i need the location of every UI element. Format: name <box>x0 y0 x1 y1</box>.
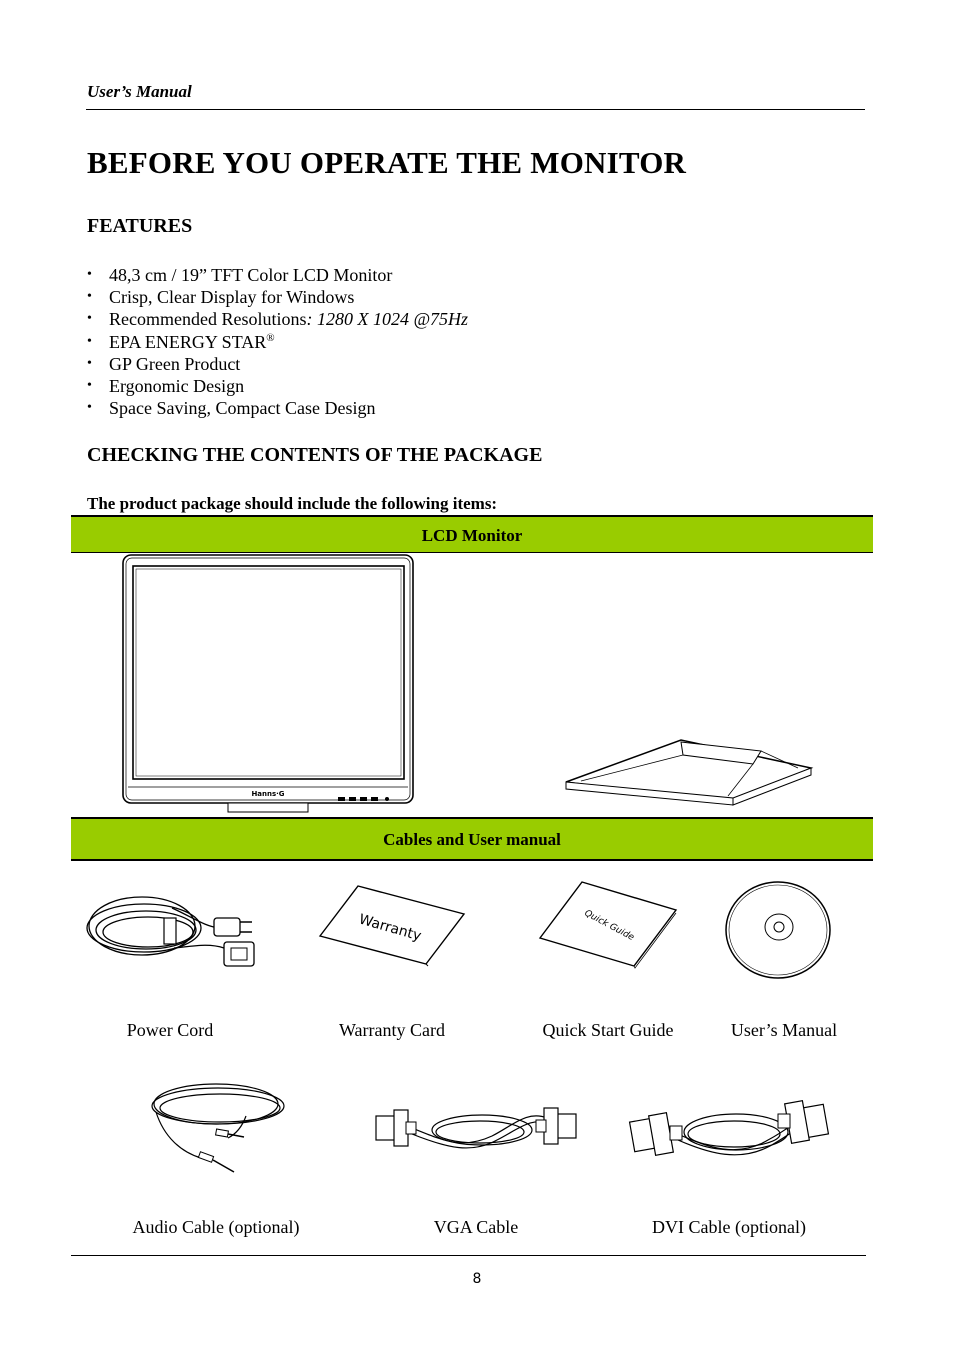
feature-item: • Crisp, Clear Display for Windows <box>87 286 468 308</box>
warranty-print: Warranty <box>357 911 423 945</box>
monitor-base-illustration <box>563 738 813 806</box>
running-header: User’s Manual <box>87 82 192 101</box>
footer-rule <box>71 1255 866 1256</box>
caption-audio-cable: Audio Cable (optional) <box>132 1217 300 1237</box>
page-title: BEFORE YOU OPERATE THE MONITOR <box>87 145 687 180</box>
quick-start-guide-illustration <box>538 880 678 968</box>
quick-guide-print: Quick Guide <box>582 908 636 944</box>
caption-warranty-card: Warranty Card <box>338 1020 445 1040</box>
lcd-monitor-band: LCD Monitor <box>71 515 873 553</box>
caption-vga-cable: VGA Cable <box>433 1217 519 1237</box>
dvi-cable-illustration <box>628 1098 830 1164</box>
caption-quick-start-guide: Quick Start Guide <box>542 1020 674 1040</box>
caption-users-manual: User’s Manual <box>730 1020 838 1040</box>
vga-cable-illustration <box>372 1100 580 1160</box>
monitor-front-illustration <box>118 553 418 815</box>
audio-cable-illustration <box>146 1082 288 1178</box>
caption-dvi-cable: DVI Cable (optional) <box>652 1217 806 1237</box>
feature-item: • Space Saving, Compact Case Design <box>87 397 468 419</box>
warranty-card-illustration <box>318 884 466 966</box>
feature-item: • EPA ENERGY STAR® <box>87 331 468 353</box>
feature-item: • Recommended Resolutions: 1280 X 1024 @75Hz <box>87 308 468 330</box>
caption-power-cord: Power Cord <box>126 1020 214 1040</box>
cables-manual-band: Cables and User manual <box>71 817 873 861</box>
page-number: 8 <box>472 1271 482 1287</box>
users-manual-cd-illustration <box>724 880 834 980</box>
monitor-brand-label: Hanns·G <box>251 790 285 798</box>
power-cord-illustration <box>84 888 259 970</box>
package-heading: CHECKING THE CONTENTS OF THE PACKAGE <box>87 444 543 466</box>
package-intro: The product package should include the following items: <box>87 494 498 513</box>
feature-item: • Ergonomic Design <box>87 375 468 397</box>
features-list <box>87 264 468 419</box>
feature-item: • GP Green Product <box>87 353 468 375</box>
features-heading: FEATURES <box>87 215 193 237</box>
header-rule <box>86 109 865 110</box>
feature-item: • 48,3 cm / 19” TFT Color LCD Monitor <box>87 264 468 286</box>
